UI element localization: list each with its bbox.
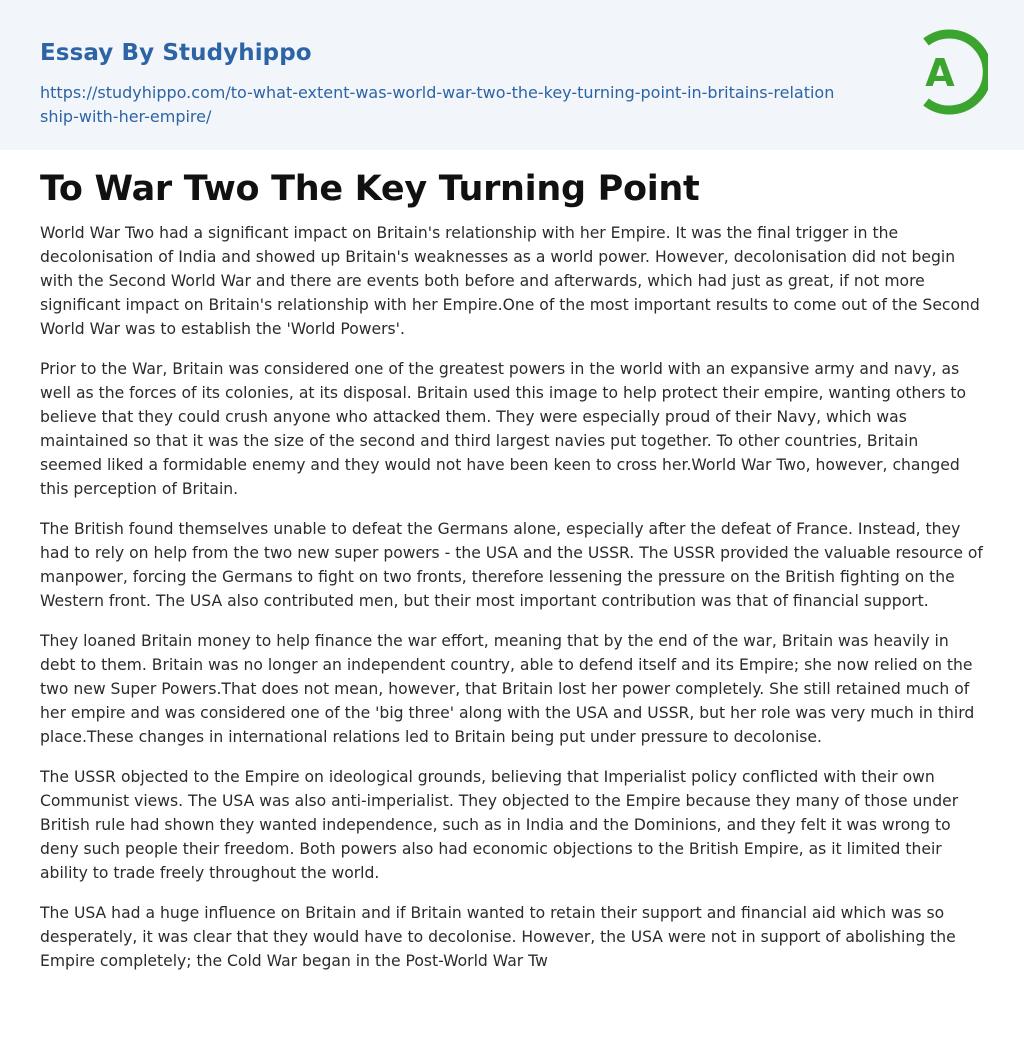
paragraph: The USA had a huge influence on Britain and if Britain wanted to retain their support and financial aid which was so desperately, it was clear that they would have to decolonise. However, the USA were not in support of abolishing the Empire completely; the Cold War began in the Post-World War Tw	[40, 904, 956, 970]
studyhippo-logo-icon[interactable]	[900, 28, 988, 116]
brand-title[interactable]: Essay By Studyhippo	[40, 40, 312, 66]
article	[40, 165, 984, 989]
site-header	[0, 0, 1024, 150]
paragraph: The USSR objected to the Empire on ideological grounds, believing that Imperialist policy conflicted with their own Communist views. The USA was also anti-imperialist. They objected to the Empire because they many of those under British rule had shown they wanted independence, such as in India and the Dominions, and they felt it was wrong to deny such people their freedom. Both powers also had economic objections to the British Empire, as it limited their ability to trade freely throughout the world.	[40, 768, 959, 882]
page-title: To War Two The Key Turning Point	[40, 169, 700, 209]
paragraph: World War Two had a significant impact on Britain's relationship with her Empire. It was the final trigger in the decolonisation of India and showed up Britain's weaknesses as a world power. However, decolonisation did not begin with the Second World War and there are events both before and afterwards, which had just as great, if not more significant impact on Britain's relationship with her Empire.One of the most important results to come out of the Second World War was to establish the 'World Powers'.	[40, 224, 980, 338]
paragraph: Prior to the War, Britain was considered one of the greatest powers in the world with an expansive army and navy, as well as the forces of its colonies, at its disposal. Britain used this image to help protect their empire, wanting others to believe that they could crush anyone who attacked them. They were especially proud of their Navy, which was maintained so that it was the size of the second and third largest navies put together. To other countries, Britain seemed liked a formidable enemy and they would not have been keen to cross her.World War Two, however, changed this perception of Britain.	[40, 360, 967, 498]
source-url-link[interactable]: https://studyhippo.com/to-what-extent-was-world-war-two-the-key-turning-point-in-britains-relationship-with-her-empire/	[40, 83, 835, 126]
logo-letter: A	[925, 51, 955, 95]
paragraph: They loaned Britain money to help finance the war effort, meaning that by the end of the war, Britain was heavily in debt to them. Britain was no longer an independent country, able to defend itself and its Empire; she now relied on the two new Super Powers.That does not mean, however, that Britain lost her power completely. She still retained much of her empire and was considered one of the 'big three' along with the USA and USSR, but her role was very much in third place.These changes in international relations led to Britain being put under pressure to decolonise.	[40, 632, 975, 746]
paragraph: The British found themselves unable to defeat the Germans alone, especially after the defeat of France. Instead, they had to rely on help from the two new super powers - the USA and the USSR. The USSR provided the valuable resource of manpower, forcing the Germans to fight on two fronts, therefore lessening the pressure on the British fighting on the Western front. The USA also contributed men, but their most important contribution was that of financial support.	[40, 520, 983, 610]
